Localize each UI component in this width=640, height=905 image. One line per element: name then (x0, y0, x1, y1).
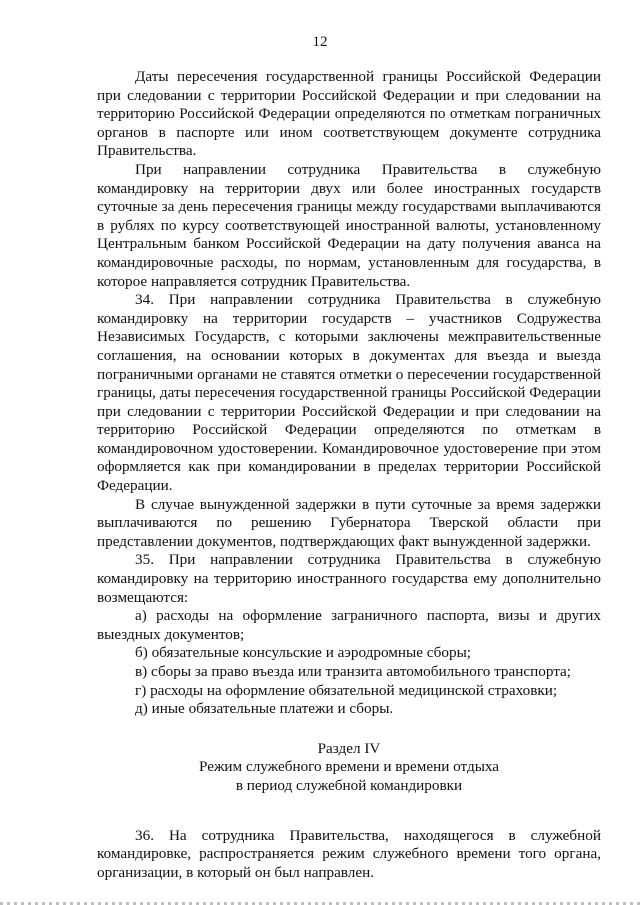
list-item-d: д) иные обязательные платежи и сборы. (135, 700, 394, 718)
list-item-b: б) обязательные консульские и аэродромные сборы; (135, 644, 471, 662)
section-number: Раздел IV (317, 739, 381, 757)
paragraph-border-crossing-dates: Даты пересечения государственной границы Российской Федерации при следовании с территории Российской Федерации и при следовании на территорию Российской Федерации определяются по отметкам пограничных органов в паспорте или ином соответствующем документе сотрудника Правительства. (97, 68, 601, 160)
section-title-line-1: Режим служебного времени и времени отдыха (198, 758, 500, 776)
list-item-a: а) расходы на оформление заграничного паспорта, визы и других выездных документов; (97, 607, 601, 643)
paragraph-item-34: 34. При направлении сотрудника Правительства в служебную командировку на территории государств – участников Содружества Независимых Государств, с которыми заключены межправительственные соглашения, на основании которых в документах для въезда и выезда пограничными органами не ставятся отметки о пересечении государственной границы, даты пересечения государственной границы Российской Федерации при следовании с территории Российской Федерации и при следовании на территорию Российской Федерации определяются по отметкам в командировочном удостоверении. Командировочное удостоверение при этом оформляется как при командировании в пределах территории Российской Федерации. (97, 291, 601, 495)
section-heading (97, 740, 601, 796)
paragraph-multiple-states-allowance: При направлении сотрудника Правительства в служебную командировку на территории двух или более иностранных государств суточные за день пересечения границы между государствами выплачиваются в рублях по курсу соответствующей иностранной валюты, установленному Центральным банком Российской Федерации на дату получения аванса на командировочные расходы, по нормам, установленным для государства, в которое направляется сотрудник Правительства. (97, 160, 601, 290)
paragraph-forced-delay: В случае вынужденной задержки в пути суточные за время задержки выплачиваются по решению Губернатора Тверской области при представлении документов, подтверждающих факт вынужденной задержки. (97, 495, 601, 550)
paragraph-item-35: 35. При направлении сотрудника Правительства в служебную командировку на территорию иностранного государства ему дополнительно возмещаются: (97, 551, 601, 606)
page-number: 12 (312, 34, 328, 50)
list-item-g: г) расходы на оформление обязательной медицинской страховки; (135, 681, 558, 699)
section-spacer (97, 796, 601, 827)
document-body (97, 68, 601, 882)
paragraph-item-36: 36. На сотрудника Правительства, находящегося в служебной командировке, распространяется режим служебного времени того органа, организации, в который он был направлен. (97, 826, 601, 881)
list-item-v: в) сборы за право въезда или транзита автомобильного транспорта; (135, 663, 572, 680)
section-title-line-2: в период служебной командировки (235, 776, 463, 794)
